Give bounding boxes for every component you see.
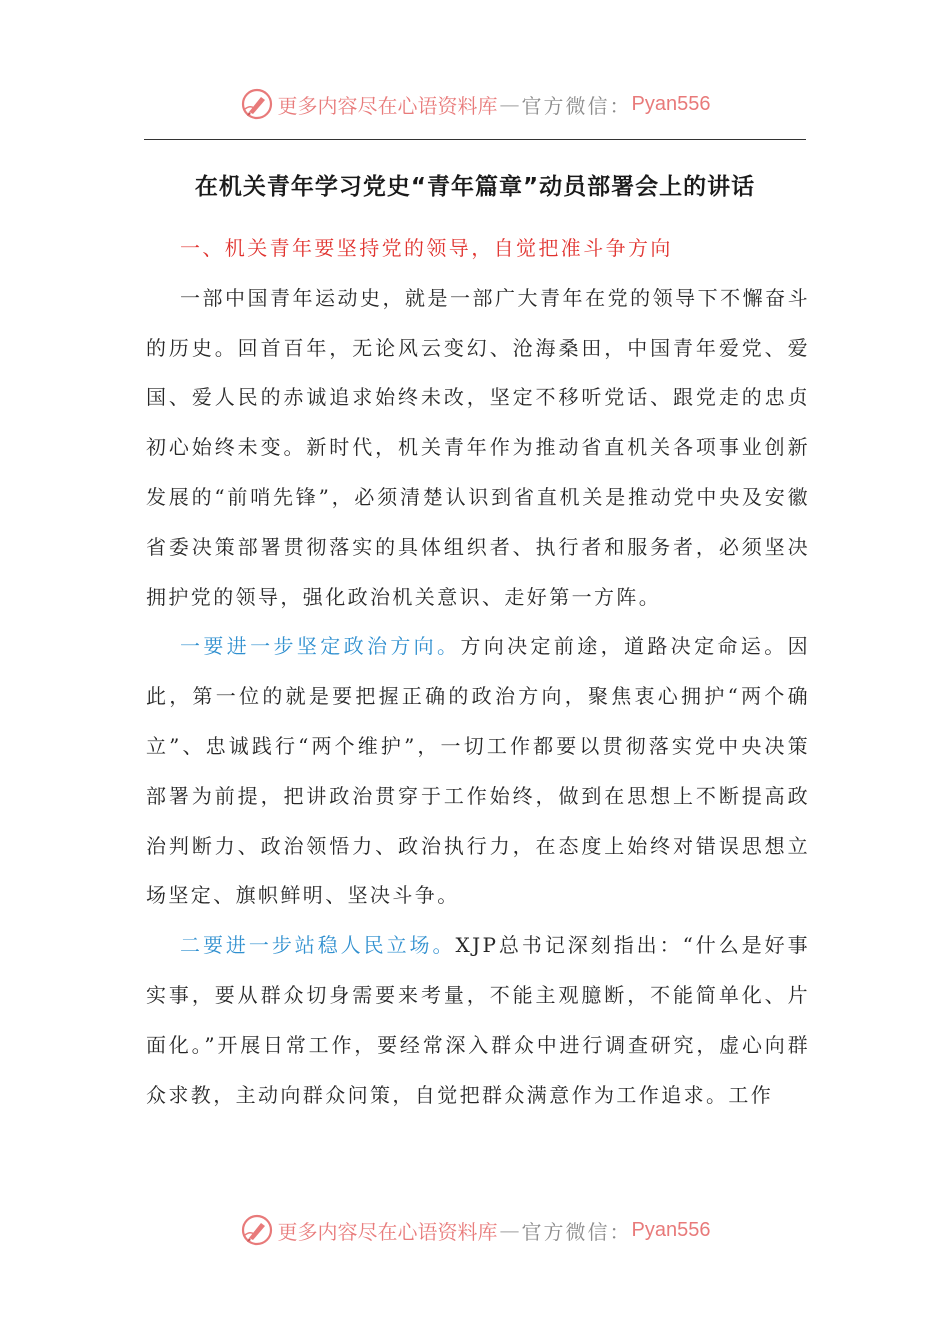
paragraph-intro: 一部中国青年运动史，就是一部广大青年在党的领导下不懈奋斗的历史。回首百年，无论风云变幻、沧海桑田，中国青年爱党、爱国、爱人民的赤诚追求始终未改，坚定不移听党话、跟党走的忠贞初心始终未变。新时代，机关青年作为推动省直机关各项事业创新发展的“前哨先锋”，必须清楚认识到省直机关是推动党中央及安徽省委决策部署贯彻落实的具体组织者、执行者和服务者，必须坚决拥护党的领导，强化政治机关意识、走好第一方阵。 bbox=[146, 285, 810, 609]
footer-watermark-banner bbox=[0, 1210, 950, 1250]
brand-text: 更多内容尽在心语资料库 bbox=[277, 1219, 498, 1244]
pen-logo-icon bbox=[240, 87, 274, 121]
section-heading: 一、机关青年要坚持党的领导，自觉把准斗争方向 bbox=[180, 236, 673, 260]
point-1-lead: 一要进一步坚定政治方向。 bbox=[180, 634, 461, 659]
paragraph-point-2 bbox=[146, 921, 810, 1120]
header-divider bbox=[144, 139, 806, 140]
point-1-text: 方向决定前途，道路决定命运。因此，第一位的就是要把握正确的政治方向，聚焦衷心拥护“两个确立”、忠诚践行“两个维护”，一切工作都要以贯彻落实党中央决策部署为前提，把讲政治贯穿于工作始终，做到在思想上不断提高政治判断力、政治领悟力、政治执行力，在态度上始终对错误思想立场坚定、旗帜鲜明、坚决斗争。 bbox=[146, 634, 810, 908]
point-2-lead: 二要进一步站稳人民立场。 bbox=[180, 933, 456, 958]
pen-logo-icon bbox=[240, 1213, 274, 1247]
document-title: 在机关青年学习党史“青年篇章”动员部署会上的讲话 bbox=[194, 174, 756, 200]
official-wechat-label: 官方微信： bbox=[521, 1219, 632, 1244]
banner-dash: — bbox=[499, 92, 520, 116]
wechat-id: Pyan556 bbox=[631, 92, 711, 115]
official-wechat-label: 官方微信： bbox=[521, 93, 632, 118]
banner-dash: — bbox=[499, 1218, 520, 1242]
document-body bbox=[146, 224, 810, 1120]
point-2-text: XJP总书记深刻指出：“什么是好事实事，要从群众切身需要来考量，不能主观臆断，不能简单化、片面化。”开展日常工作，要经常深入群众中进行调查研究，虚心向群众求教，主动向群众问策，自觉把群众满意作为工作追求。工作 bbox=[146, 933, 810, 1107]
brand-text: 更多内容尽在心语资料库 bbox=[277, 93, 498, 118]
wechat-id: Pyan556 bbox=[631, 1218, 711, 1241]
header-watermark-banner bbox=[0, 84, 950, 124]
paragraph-point-1 bbox=[146, 622, 810, 921]
